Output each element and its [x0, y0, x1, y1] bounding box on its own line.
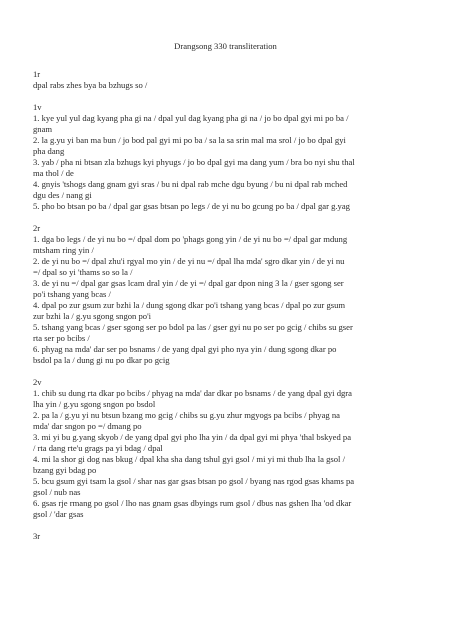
transliteration-line: 3. de yi nu =/ dpal gar gsas lcam dral yin / de yi =/ dpal gar dpon ning 3 la / gser sgong ser [33, 278, 344, 288]
transliteration-line: 4. gnyis 'tshogs dang gnam gyi sras / bu ni dpal rab mche dgu byung / bu ni dpal rab mched [33, 179, 348, 189]
folio-label: 1v [33, 102, 42, 112]
folio-section [33, 102, 412, 212]
transliteration-line: 4. mi la shor gi dog nas bkug / dpal kha sha dang tshul gyi gsol / mi yi mi thub lha la gsol / [33, 454, 345, 464]
transliteration-line: 6. phyag na mda' dar ser po bsnams / de yang dpal gyi pho nya yin / dung sgong dkar po [33, 344, 337, 354]
folio-label: 3r [33, 531, 41, 541]
transliteration-line: dpal rabs zhes bya ba bzhugs so / [33, 80, 148, 90]
transliteration-line: 5. bcu gsum gyi tsam la gsol / shar nas gar gsas btsan po gsol / byang nas rgod gsas khams pa [33, 476, 355, 486]
folio-label: 2r [33, 223, 41, 233]
transliteration-line: gsol / nub nas [33, 487, 81, 497]
folio-section [33, 223, 412, 366]
transliteration-line: zur bzhi la / g.yu sgong sngon po'i [33, 311, 152, 321]
transliteration-line: mda' dar sngon po =/ dmang po [33, 421, 142, 431]
transliteration-line: lha yin / g.yu sgong sngon po bsdol [33, 399, 156, 409]
transliteration-line: 1. chib su dung rta dkar po bcibs / phyag na mda' dar dkar po bsnams / de yang dpal gyi dgra [33, 388, 352, 398]
transliteration-line: 3. yab / pha ni btsan zla bzhugs kyi phyugs / jo bo dpal gyi ma dang yum / bra bo nyi shu thal [33, 157, 355, 167]
transliteration-line: pha dang [33, 146, 65, 156]
transliteration-line: ma thol / de [33, 168, 74, 178]
transliteration-line: 3. mi yi bu g.yang skyob / de yang dpal gyi pho lha yin / da dpal gyi mi phya 'thal bskyed pa [33, 432, 352, 442]
folio-section [33, 377, 412, 520]
transliteration-line: dgu des / nang gi [33, 190, 92, 200]
folio-label: 1r [33, 69, 41, 79]
transliteration-line: 5. tshang yang bcas / gser sgong ser po bdol pa las / gser gyi nu po ser po gcig / chibs su gser [33, 322, 353, 332]
section-gap [33, 520, 412, 531]
folio-section [33, 69, 412, 91]
transliteration-line: 4. dpal po zur gsum zur bzhi la / dung sgong dkar po'i tshang yang bcas / dpal po zur gsum [33, 300, 346, 310]
transliteration-line: gnam [33, 124, 53, 134]
transliteration-body [33, 69, 412, 542]
transliteration-line: 1. dga bo legs / de yi nu bo =/ dpal dom po 'phags gong yin / de yi nu bo =/ dpal gar mdung [33, 234, 348, 244]
page-title: Drangsong 330 transliteration [174, 41, 277, 51]
transliteration-line: 2. de yi nu bo =/ dpal zhu'i rgyal mo yin / de yi nu =/ dpal lha mda' sgro dkar yin / de yi nu [33, 256, 345, 266]
section-gap [33, 91, 412, 102]
transliteration-line: =/ dpal so yi 'thams so so la / [33, 267, 133, 277]
section-gap [33, 366, 412, 377]
folio-label: 2v [33, 377, 42, 387]
transliteration-line: bzang gyi bdag po [33, 465, 97, 475]
section-gap [33, 212, 412, 223]
folio-section [33, 531, 412, 542]
transliteration-line: 6. gsas rje rmang po gsol / lho nas gnam gsas dbyings rum gsol / dbus nas gshen lha 'od dkar [33, 498, 352, 508]
transliteration-line: 2. la g.yu yi ban ma bun / jo bod pal gyi mi po ba / sa la sa srin mal ma srol / jo bo dpal gyi [33, 135, 346, 145]
transliteration-line: 5. pho bo btsan po ba / dpal gar gsas btsan po legs / de yi nu bo gcung po ba / dpal gar g.yag [33, 201, 350, 211]
transliteration-line: rta ser po bcibs / [33, 333, 90, 343]
transliteration-line: mtsham ring yin / [33, 245, 94, 255]
transliteration-line: bsdol pa la / dung gi nu po dkar po gcig [33, 355, 170, 365]
transliteration-line: 1. kye yul yul dag kyang pha gi na / dpal yul dag kyang pha gi na / jo bo dpal gyi mi po ba / [33, 113, 349, 123]
transliteration-line: po'i tshang yang bcas / [33, 289, 111, 299]
transliteration-line: / rta dang rte'u grags pa yi bdag / dpal [33, 443, 163, 453]
transliteration-line: gsol / 'dar gsas [33, 509, 84, 519]
transliteration-line: 2. pa la / g.yu yi nu btsun bzang mo gcig / chibs su g.yu zhur mgyogs pa bcibs / phyag na [33, 410, 340, 420]
